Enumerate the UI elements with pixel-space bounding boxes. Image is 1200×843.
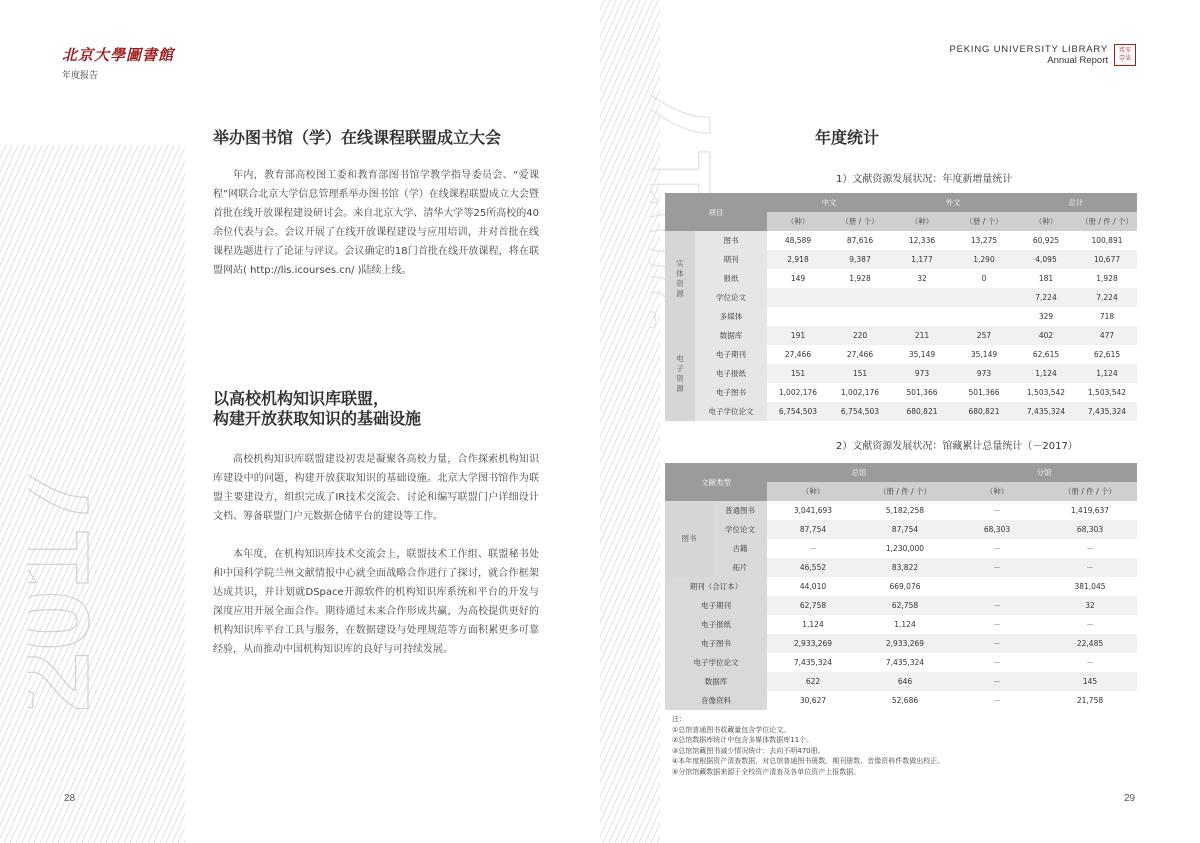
library-logo bbox=[62, 44, 174, 81]
row-label: 电子图书 bbox=[695, 383, 767, 402]
table-cell: － bbox=[951, 501, 1043, 520]
table-row bbox=[665, 307, 1137, 326]
table-cell: 46,552 bbox=[767, 558, 859, 577]
table-cell: 7,435,324 bbox=[859, 653, 951, 672]
table2-unit-header: （册 / 件 / 个） bbox=[859, 482, 951, 501]
row-label: 报纸 bbox=[695, 269, 767, 288]
table-row bbox=[665, 539, 1137, 558]
table-cell: 62,615 bbox=[1015, 345, 1077, 364]
table1-group-header: 中文 bbox=[767, 193, 891, 212]
table-cell: 32 bbox=[891, 269, 953, 288]
table1-unit-header: （种） bbox=[891, 212, 953, 231]
table-row bbox=[665, 672, 1137, 691]
table-row bbox=[665, 501, 1137, 520]
table-cell bbox=[891, 288, 953, 307]
section2-title-line2: 构建开放获取知识的基础设施 bbox=[213, 409, 422, 428]
table-cell bbox=[829, 288, 891, 307]
table-cell: 381,045 bbox=[1043, 577, 1137, 596]
table-cell: 62,758 bbox=[859, 596, 951, 615]
row-label: 学位论文 bbox=[695, 288, 767, 307]
seal-text: 贰零壹柒 bbox=[1118, 47, 1131, 62]
row-label: 数据库 bbox=[695, 326, 767, 345]
table-cell: － bbox=[951, 558, 1043, 577]
row-label: 普通图书 bbox=[713, 501, 767, 520]
note-line: ④本年度根据资产清查数据，对总馆普通图书册数、期刊册数、音像资料件数做出校正。 bbox=[672, 757, 945, 765]
year-watermark bbox=[28, 440, 148, 740]
table-row bbox=[665, 345, 1137, 364]
table-cell: 669,076 bbox=[859, 577, 951, 596]
table-cell bbox=[767, 288, 829, 307]
table1-group-header: 外文 bbox=[891, 193, 1015, 212]
table-annual-additions bbox=[665, 193, 1137, 421]
table-cell: － bbox=[951, 539, 1043, 558]
table-cell: 7,435,324 bbox=[767, 653, 859, 672]
row-label: 期刊 bbox=[695, 250, 767, 269]
table-cell: 151 bbox=[829, 364, 891, 383]
table-cell: 10,677 bbox=[1077, 250, 1137, 269]
table-cell: 2,933,269 bbox=[859, 634, 951, 653]
table-cell: 1,419,637 bbox=[1043, 501, 1137, 520]
table-cell: － bbox=[951, 691, 1043, 710]
table1-corner-header: 项目 bbox=[665, 193, 767, 231]
table-cell: 477 bbox=[1077, 326, 1137, 345]
table1-unit-header: （册 / 件 / 个） bbox=[1077, 212, 1137, 231]
table-row bbox=[665, 326, 1137, 345]
table-cell: 4,095 bbox=[1015, 250, 1077, 269]
table-cell: 6,754,503 bbox=[767, 402, 829, 421]
section2-title bbox=[213, 389, 543, 429]
table-cell: 501,366 bbox=[953, 383, 1015, 402]
table-cell: 1,928 bbox=[829, 269, 891, 288]
table-cell: 68,303 bbox=[951, 520, 1043, 539]
table-cell: 2,918 bbox=[767, 250, 829, 269]
table-cell bbox=[951, 577, 1043, 596]
table2-unit-header: （种） bbox=[951, 482, 1043, 501]
table-cell: 257 bbox=[953, 326, 1015, 345]
table-cell: 646 bbox=[859, 672, 951, 691]
note-line: ⑤分馆馆藏数据来源于全校资产清查及各单位资产上报数据。 bbox=[672, 767, 861, 776]
table-cell: 83,822 bbox=[859, 558, 951, 577]
hatch-line bbox=[142, 145, 185, 843]
table-cell bbox=[767, 307, 829, 326]
table-row bbox=[665, 577, 1137, 596]
table-cell: 27,466 bbox=[767, 345, 829, 364]
table-cell: 680,821 bbox=[891, 402, 953, 421]
table-cell: － bbox=[951, 634, 1043, 653]
table-cell: 62,758 bbox=[767, 596, 859, 615]
table-cell: 7,435,324 bbox=[1077, 402, 1137, 421]
row-label: 古籍 bbox=[713, 539, 767, 558]
row-label: 多媒体 bbox=[695, 307, 767, 326]
table-cell: 35,149 bbox=[891, 345, 953, 364]
table-cell: 1,503,542 bbox=[1077, 383, 1137, 402]
table-cell: 151 bbox=[767, 364, 829, 383]
table-cell: 6,754,503 bbox=[829, 402, 891, 421]
table-cell: 1,177 bbox=[891, 250, 953, 269]
svg-text:2017: 2017 bbox=[28, 467, 112, 713]
hatch-line bbox=[0, 145, 24, 843]
table-cell: － bbox=[951, 596, 1043, 615]
table-cell: 680,821 bbox=[953, 402, 1015, 421]
table-cell: 973 bbox=[891, 364, 953, 383]
table1-unit-header: （种） bbox=[767, 212, 829, 231]
table1-unit-header: （册 / 个） bbox=[829, 212, 891, 231]
row-label: 电子报纸 bbox=[665, 615, 767, 634]
row-label: 电子学位论文 bbox=[665, 653, 767, 672]
table-cell: 181 bbox=[1015, 269, 1077, 288]
table1-caption: 1）文献资源发展状况：年度新增量统计 bbox=[836, 174, 1013, 185]
table-row bbox=[665, 558, 1137, 577]
table-row bbox=[665, 634, 1137, 653]
logo-subtitle: 年度报告 bbox=[62, 71, 99, 81]
table-cell: 52,686 bbox=[859, 691, 951, 710]
row-label: 电子图书 bbox=[665, 634, 767, 653]
row-label: 数据库 bbox=[665, 672, 767, 691]
table-cell: 1,124 bbox=[1015, 364, 1077, 383]
table2-corner-header: 文献类型 bbox=[665, 463, 767, 501]
table-cell: － bbox=[951, 615, 1043, 634]
table2-group-header: 总馆 bbox=[767, 463, 951, 482]
row-group-label: 电子资源 bbox=[665, 326, 695, 421]
row-label: 电子学位论文 bbox=[695, 402, 767, 421]
table-cell: － bbox=[1043, 539, 1137, 558]
table2-unit-header: （册 / 件 / 个） bbox=[1043, 482, 1137, 501]
logo-calligraphy: 北京大學圖書館 bbox=[62, 46, 175, 64]
table2-unit-header: （种） bbox=[767, 482, 859, 501]
row-label: 电子报纸 bbox=[695, 364, 767, 383]
table-cell: 329 bbox=[1015, 307, 1077, 326]
row-group-label: 图书 bbox=[665, 501, 713, 577]
row-label: 电子期刊 bbox=[695, 345, 767, 364]
table-cell: － bbox=[1043, 615, 1137, 634]
table2-group-header: 分馆 bbox=[951, 463, 1137, 482]
table-cell: 87,616 bbox=[829, 231, 891, 250]
table-cell: 21,758 bbox=[1043, 691, 1137, 710]
table-cell: 402 bbox=[1015, 326, 1077, 345]
table-row bbox=[665, 250, 1137, 269]
table-row bbox=[665, 615, 1137, 634]
table-cell: 191 bbox=[767, 326, 829, 345]
table-cell: 35,149 bbox=[953, 345, 1015, 364]
report-name: Annual Report bbox=[1047, 55, 1108, 66]
table-cell: 13,275 bbox=[953, 231, 1015, 250]
table-cumulative-holdings bbox=[665, 463, 1137, 710]
row-label: 学位论文 bbox=[713, 520, 767, 539]
table-cell: 87,754 bbox=[859, 520, 951, 539]
page-number: 29 bbox=[1124, 793, 1136, 804]
table-cell: 22,485 bbox=[1043, 634, 1137, 653]
note-line: ③总馆馆藏图书减少情况统计：去向不明470册。 bbox=[672, 746, 825, 755]
table-row bbox=[665, 520, 1137, 539]
table-cell: 1,230,000 bbox=[859, 539, 951, 558]
table-cell: － bbox=[1043, 558, 1137, 577]
table-cell: 1,124 bbox=[767, 615, 859, 634]
table-row bbox=[665, 364, 1137, 383]
table-notes bbox=[672, 714, 944, 777]
table-cell: 1,503,542 bbox=[1015, 383, 1077, 402]
table2-caption: 2）文献资源发展状况：馆藏累计总量统计（－2017） bbox=[836, 441, 1078, 452]
table-cell: 60,925 bbox=[1015, 231, 1077, 250]
section2-paragraph2: 本年度，在机构知识库技术交流会上，联盟技术工作组、联盟秘书处和中国科学院兰州文献情报中心就全面战略合作进行了探讨，就合作框架达成共识，并计划就DSpace开源软件的机构知识库系统和平台的开发与深度应用开展全面合作。期待通过未来合作形成共赢，为高校提供更好的机构知识库平台工具与服务，在数据建设与处理规范等方面积累更多可靠经验，从而推动中国机构知识库的良好与可持续发展。 bbox=[213, 549, 539, 655]
row-label: 期刊（合订本） bbox=[665, 577, 767, 596]
note-line: ①总馆普通图书收藏量包含学位论文。 bbox=[672, 725, 791, 734]
table-cell: － bbox=[1043, 653, 1137, 672]
table-cell: 622 bbox=[767, 672, 859, 691]
row-label: 音像资料 bbox=[665, 691, 767, 710]
table-cell: 87,754 bbox=[767, 520, 859, 539]
table-row bbox=[665, 653, 1137, 672]
table-cell: － bbox=[767, 539, 859, 558]
section1-paragraph: 年内，教育部高校图工委和教育部图书馆学教学指导委员会、“爱课程”网联合北京大学信息管理系举办图书馆（学）在线课程联盟成立大会暨首批在线开放课程建设研讨会。来自北京大学、清华大学等25所高校的40余位代表与会。会议开展了在线开放课程建设与应用培训，并对首批在线课程选题进行了论证与评议。会议确定的18门首批在线开放课程，将在联盟网站( http://lis.icourses.cn/ )陆续上线。 bbox=[213, 170, 539, 276]
table-cell: 1,290 bbox=[953, 250, 1015, 269]
table-cell: 5,182,258 bbox=[859, 501, 951, 520]
right-page bbox=[600, 0, 1200, 843]
table-cell: 3,041,693 bbox=[767, 501, 859, 520]
table-cell: 718 bbox=[1077, 307, 1137, 326]
table-cell: 32 bbox=[1043, 596, 1137, 615]
table-cell bbox=[953, 288, 1015, 307]
table-cell: 2,933,269 bbox=[767, 634, 859, 653]
table-row bbox=[665, 402, 1137, 421]
row-label: 电子期刊 bbox=[665, 596, 767, 615]
page-number: 28 bbox=[64, 793, 76, 804]
table-cell: 7,224 bbox=[1015, 288, 1077, 307]
row-label: 图书 bbox=[695, 231, 767, 250]
table-cell: 1,124 bbox=[859, 615, 951, 634]
table-row bbox=[665, 269, 1137, 288]
table-cell: 145 bbox=[1043, 672, 1137, 691]
section1-title: 举办图书馆（学）在线课程联盟成立大会 bbox=[213, 128, 502, 147]
table-cell: 973 bbox=[953, 364, 1015, 383]
table1-unit-header: （种） bbox=[1015, 212, 1077, 231]
table-cell: 100,891 bbox=[1077, 231, 1137, 250]
table-cell: 30,627 bbox=[767, 691, 859, 710]
table-cell bbox=[953, 307, 1015, 326]
table-cell: 220 bbox=[829, 326, 891, 345]
table-row bbox=[665, 691, 1137, 710]
hatch-line bbox=[154, 145, 185, 843]
table-cell: 7,435,324 bbox=[1015, 402, 1077, 421]
table-row bbox=[665, 231, 1137, 250]
table-row bbox=[665, 288, 1137, 307]
seal-stamp bbox=[1114, 44, 1136, 66]
table-row bbox=[665, 383, 1137, 402]
table-cell: 1,928 bbox=[1077, 269, 1137, 288]
page-header bbox=[950, 44, 1109, 66]
library-name: PEKING UNIVERSITY LIBRARY bbox=[949, 44, 1108, 55]
table-cell: 1,002,176 bbox=[767, 383, 829, 402]
table-cell: 62,615 bbox=[1077, 345, 1137, 364]
table-cell: 1,124 bbox=[1077, 364, 1137, 383]
note-line: 注： bbox=[672, 715, 686, 723]
table-cell: － bbox=[951, 672, 1043, 691]
section2-paragraph1: 高校机构知识库联盟建设初衷是凝聚各高校力量，合作探索机构知识库建设中的问题，构建开放获取知识的基础设施。北京大学图书馆作为联盟主要建设方，组织完成了IR技术交流会、讨论和编写联盟门户详细设计文档、筹备联盟门户元数据仓储平台的建设等工作。 bbox=[213, 454, 539, 522]
table-cell: 1,002,176 bbox=[829, 383, 891, 402]
table-cell: 12,336 bbox=[891, 231, 953, 250]
table-cell: － bbox=[951, 653, 1043, 672]
table-cell: 211 bbox=[891, 326, 953, 345]
table-cell: 68,303 bbox=[1043, 520, 1137, 539]
table-cell: 149 bbox=[767, 269, 829, 288]
hatch-line bbox=[600, 0, 616, 843]
table-cell bbox=[829, 307, 891, 326]
note-line: ②总馆数据库统计中包含多媒体数据库11个。 bbox=[672, 736, 814, 744]
table-cell: 9,387 bbox=[829, 250, 891, 269]
table-cell: 501,366 bbox=[891, 383, 953, 402]
row-group-label: 实体资源 bbox=[665, 231, 695, 326]
table-cell: 44,010 bbox=[767, 577, 859, 596]
table1-unit-header: （册 / 个） bbox=[953, 212, 1015, 231]
table1-group-header: 总计 bbox=[1015, 193, 1137, 212]
table-row bbox=[665, 596, 1137, 615]
table-cell: 48,589 bbox=[767, 231, 829, 250]
hatch-line bbox=[0, 145, 12, 843]
table-cell bbox=[891, 307, 953, 326]
hatch-line bbox=[600, 0, 634, 843]
table-cell: 0 bbox=[953, 269, 1015, 288]
row-label: 拓片 bbox=[713, 558, 767, 577]
stats-title: 年度统计 bbox=[815, 128, 880, 147]
section2-title-line1: 以高校机构知识库联盟， bbox=[213, 389, 390, 408]
table-cell: 27,466 bbox=[829, 345, 891, 364]
table-cell: 7,224 bbox=[1077, 288, 1137, 307]
